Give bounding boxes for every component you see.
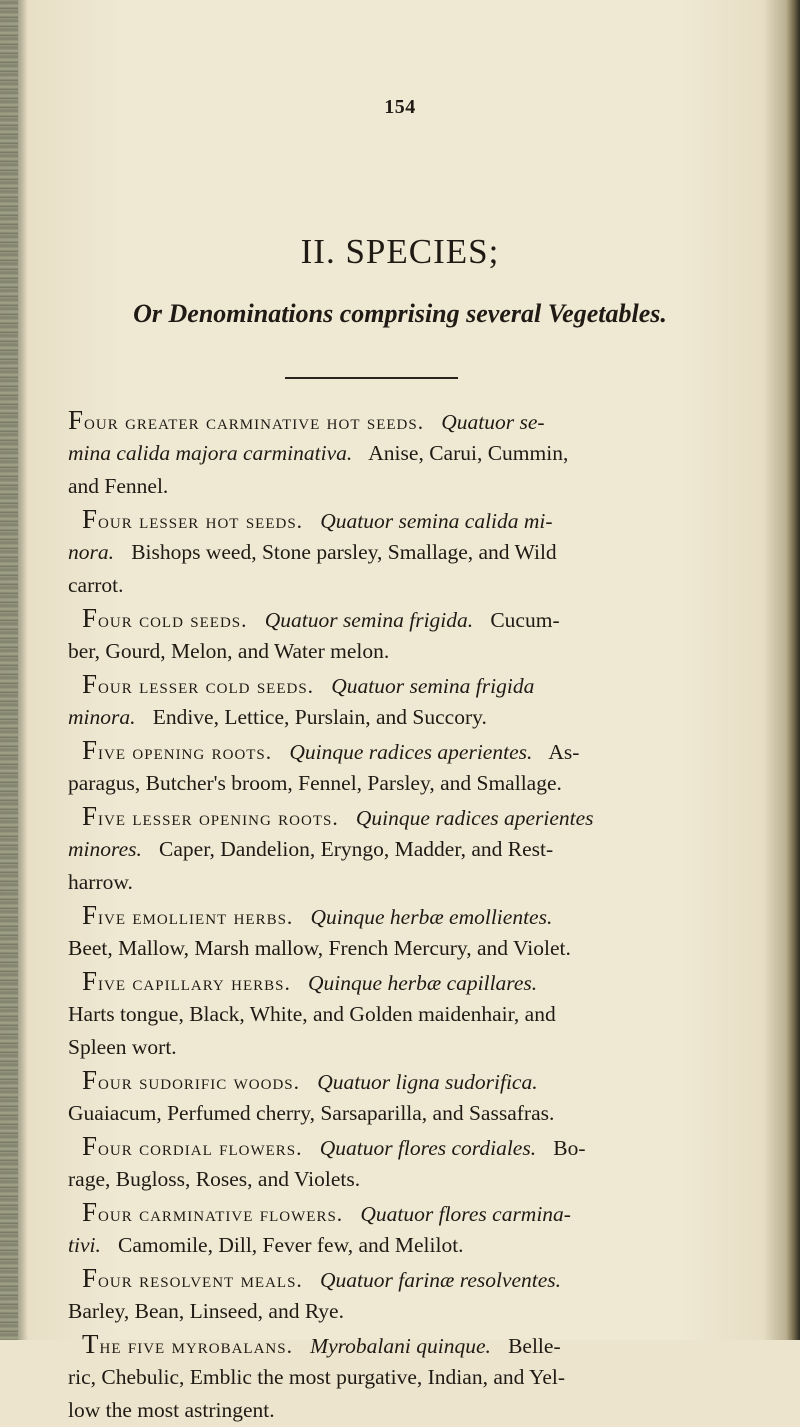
latin-name: Quatuor flores cordiales.: [319, 1136, 537, 1160]
latin-name: minora.: [68, 705, 136, 729]
entry-text: As-: [548, 740, 580, 764]
entry-title: Five capillary herbs.: [82, 966, 291, 996]
latin-name: Quatuor semina frigida: [331, 674, 535, 698]
list-line: [82, 800, 594, 835]
latin-name: Quinque radices aperientes.: [289, 740, 533, 764]
entry-text: carrot.: [68, 573, 124, 597]
entry-text: harrow.: [68, 870, 133, 894]
entry-text: Cucum-: [490, 608, 560, 632]
latin-name: Myrobalani quinque.: [310, 1334, 491, 1358]
list-line: [68, 437, 568, 470]
latin-name: minores.: [68, 837, 142, 861]
entry-text: Barley, Bean, Linseed, and Rye.: [68, 1299, 344, 1323]
list-line: [68, 569, 124, 602]
entry-title: Four cold seeds.: [82, 603, 248, 633]
entry-text: Belle-: [508, 1334, 561, 1358]
list-line: [68, 1361, 565, 1394]
list-line: [68, 767, 562, 800]
entry-text: Endive, Lettice, Purslain, and Succory.: [152, 705, 487, 729]
entry-text: ber, Gourd, Melon, and Water melon.: [68, 639, 390, 663]
latin-name: Quatuor ligna sudorifica.: [317, 1070, 538, 1094]
list-line: [68, 1163, 360, 1196]
list-line: [82, 1262, 561, 1297]
latin-name: Quatuor flores carmina-: [360, 1202, 571, 1226]
list-line: [82, 899, 552, 934]
latin-name: tivi.: [68, 1233, 101, 1257]
list-line: [82, 668, 534, 703]
entry-text: and Fennel.: [68, 474, 169, 498]
latin-name: Quinque herbæ emollientes.: [310, 905, 553, 929]
list-line: [82, 734, 579, 769]
left-gutter-shadow: [18, 0, 28, 1340]
section-subheading: Or Denominations comprising several Vegetables.: [133, 299, 667, 328]
list-line: [82, 1328, 561, 1363]
entry-text: Bishops weed, Stone parsley, Smallage, and Wild: [131, 540, 557, 564]
right-gutter-shadow: [764, 0, 786, 1340]
entry-title: Five opening roots.: [82, 735, 273, 765]
heading-rule: [285, 377, 458, 379]
list-line: [68, 701, 487, 734]
entry-title: Five lesser opening roots.: [82, 801, 339, 831]
list-line: [68, 998, 556, 1031]
entry-title: Five emollient herbs.: [82, 900, 294, 930]
entry-text: Spleen wort.: [68, 1035, 177, 1059]
list-line: [68, 1394, 275, 1427]
list-line: [68, 1295, 344, 1328]
list-line: [68, 1097, 554, 1130]
section-heading: II. SPECIES;: [300, 232, 500, 271]
entry-title: Four sudorific woods.: [82, 1065, 301, 1095]
entry-text: ric, Chebulic, Emblic the most purgative, Indian, and Yel-: [68, 1365, 565, 1389]
list-line: [82, 1064, 538, 1099]
entry-text: rage, Bugloss, Roses, and Violets.: [68, 1167, 361, 1191]
list-line: [68, 1031, 177, 1064]
latin-name: mina calida majora carminativa.: [68, 441, 353, 465]
latin-name: Quatuor semina frigida.: [264, 608, 474, 632]
entry-text: Bo-: [553, 1136, 586, 1160]
latin-name: Quinque herbæ capillares.: [308, 971, 538, 995]
entry-text: Anise, Carui, Cummin,: [368, 441, 569, 465]
entry-text: paragus, Butcher's broom, Fennel, Parsley, and Smallage.: [68, 771, 562, 795]
entry-title: Four carminative flowers.: [82, 1197, 344, 1227]
entry-title: Four lesser hot seeds.: [82, 504, 304, 534]
entry-title: Four greater carminative hot seeds.: [68, 405, 425, 435]
entry-text: Guaiacum, Perfumed cherry, Sarsaparilla, and Sassafras.: [68, 1101, 555, 1125]
latin-name: Quinque radices aperientes: [355, 806, 594, 830]
list-line: [68, 932, 571, 965]
list-line: [68, 470, 168, 503]
entry-text: Caper, Dandelion, Eryngo, Madder, and Rest-: [159, 837, 554, 861]
list-line: [82, 503, 553, 538]
latin-name: nora.: [68, 540, 114, 564]
entry-title: Four lesser cold seeds.: [82, 669, 315, 699]
right-page-edge: [786, 0, 800, 1340]
latin-name: Quatuor se-: [441, 410, 545, 434]
entry-title: Four resolvent meals.: [82, 1263, 303, 1293]
entry-text: Camomile, Dill, Fever few, and Melilot.: [118, 1233, 464, 1257]
latin-name: Quatuor semina calida mi-: [320, 509, 553, 533]
entry-title: Four cordial flowers.: [82, 1131, 303, 1161]
list-line: [82, 965, 537, 1000]
list-line: [82, 1130, 586, 1165]
latin-name: Quatuor farinæ resolventes.: [319, 1268, 562, 1292]
list-line: [68, 635, 389, 668]
list-line: [68, 1229, 464, 1262]
list-line: [82, 602, 560, 637]
list-line: [68, 833, 553, 866]
left-page-edge: [0, 0, 18, 1340]
entry-text: Harts tongue, Black, White, and Golden maidenhair, and: [68, 1002, 556, 1026]
entry-text: low the most astringent.: [68, 1398, 275, 1422]
entry-title: The five myrobalans.: [82, 1329, 293, 1359]
page-number: 154: [384, 96, 416, 118]
list-line: [68, 866, 133, 899]
list-line: [68, 536, 557, 569]
list-line: [68, 404, 545, 439]
list-line: [82, 1196, 571, 1231]
entry-text: Beet, Mallow, Marsh mallow, French Mercury, and Violet.: [68, 936, 571, 960]
